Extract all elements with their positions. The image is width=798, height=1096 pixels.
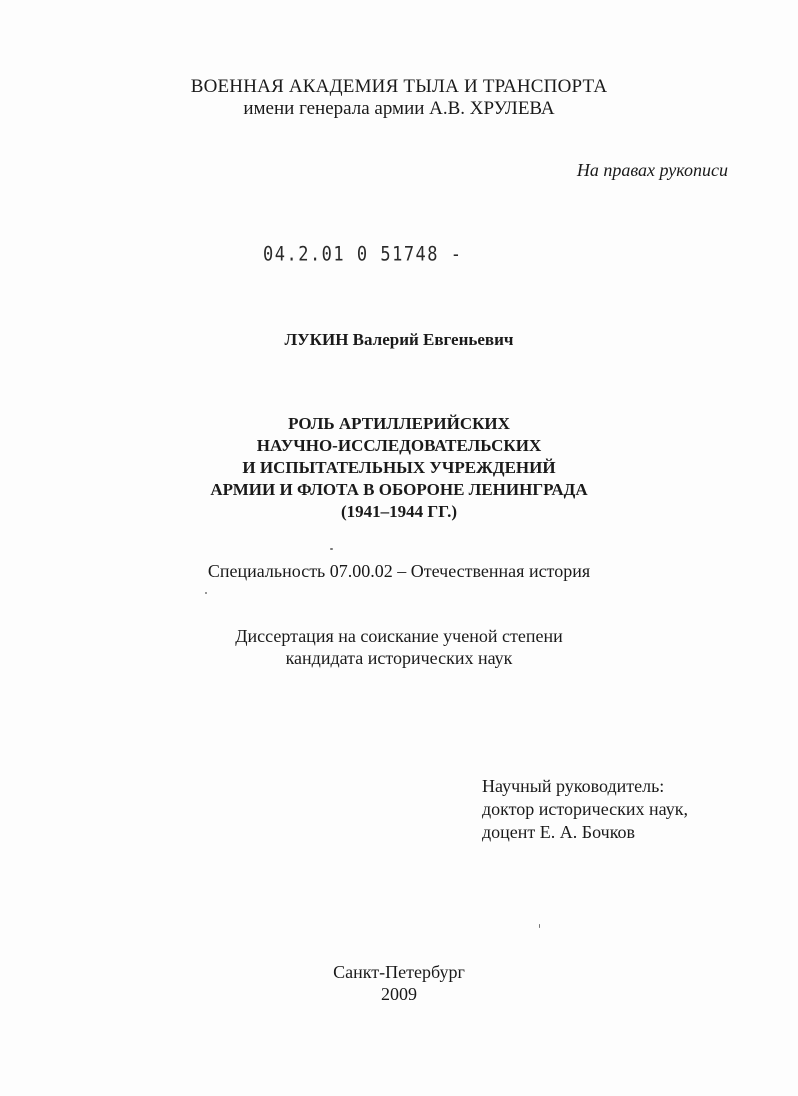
supervisor-line: доктор исторических наук,	[482, 799, 688, 819]
place-and-year	[0, 961, 798, 1005]
title-line: РОЛЬ АРТИЛЛЕРИЙСКИХ	[288, 414, 510, 433]
specialty-line: Специальность 07.00.02 – Отечественная история	[207, 561, 591, 581]
title-line: И ИСПЫТАТЕЛЬНЫХ УЧРЕЖДЕНИЙ	[242, 458, 556, 477]
dissertation-title	[0, 413, 798, 523]
title-line: (1941–1944 ГГ.)	[340, 502, 458, 521]
scan-speck	[539, 924, 540, 928]
institution-name: ВОЕННАЯ АКАДЕМИЯ ТЫЛА И ТРАНСПОРТА	[190, 76, 608, 97]
supervisor-line: Научный руководитель:	[482, 776, 665, 796]
manuscript-note: На правах рукописи	[576, 160, 728, 180]
title-line: АРМИИ И ФЛОТА В ОБОРОНЕ ЛЕНИНГРАДА	[210, 480, 588, 499]
supervisor-line: доцент Е. А. Бочков	[482, 822, 636, 842]
degree-statement	[0, 625, 798, 669]
city: Санкт-Петербург	[333, 962, 465, 982]
supervisor-info	[482, 775, 688, 844]
scan-speck	[330, 548, 333, 550]
degree-line: кандидата исторических наук	[285, 648, 513, 668]
institution-subtitle: имени генерала армии А.В. ХРУЛЕВА	[243, 98, 555, 119]
title-line: НАУЧНО-ИССЛЕДОВАТЕЛЬСКИХ	[256, 436, 542, 455]
year: 2009	[381, 984, 417, 1004]
scan-speck	[205, 592, 207, 594]
degree-line: Диссертация на соискание ученой степени	[235, 626, 563, 646]
catalog-number-stamp: 04.2.01 0 51748 -	[263, 243, 463, 266]
author-name: ЛУКИН Валерий Евгеньевич	[284, 330, 514, 349]
